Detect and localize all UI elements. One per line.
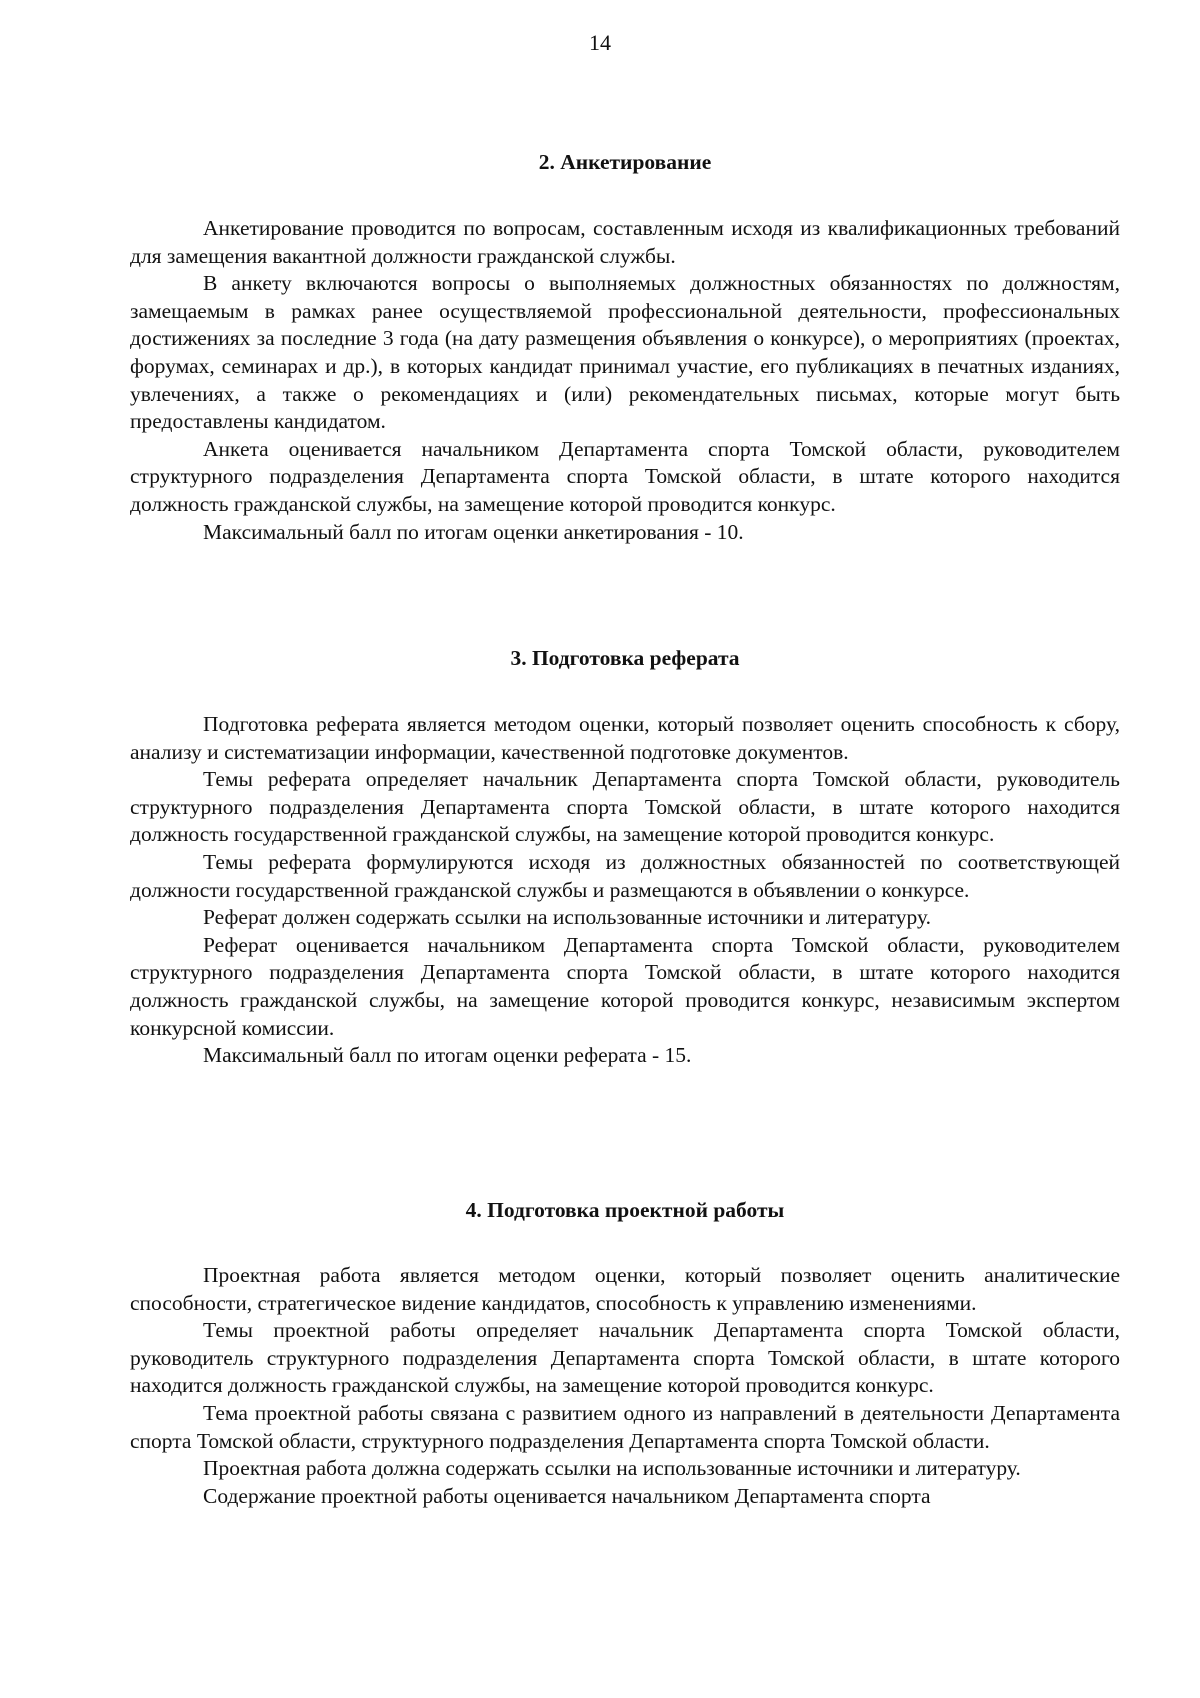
- paragraph: Проектная работа должна содержать ссылки на использованные источники и литературу.: [203, 1456, 1021, 1481]
- paragraph: Подготовка реферата является методом оценки, который позволяет оценить способность к сбору, анализу и систематизации информации, качественной подготовке документов.: [130, 712, 1120, 764]
- paragraph: Максимальный балл по итогам оценки анкетирования - 10.: [203, 519, 744, 544]
- paragraph: Максимальный балл по итогам оценки реферата - 15.: [203, 1043, 692, 1068]
- paragraph: Тема проектной работы связана с развитием одного из направлений в деятельности Департамента спорта Томской области, структурного подразделения Департамента спорта Томской области.: [130, 1400, 1120, 1453]
- paragraph: Содержание проектной работы оценивается начальником Департамента спорта: [203, 1483, 931, 1508]
- section-title-project-work: 4. Подготовка проектной работы: [465, 1198, 785, 1222]
- paragraph: Анкета оценивается начальником Департамента спорта Томской области, руководителем структурного подразделения Департамента спорта Томской области, в штате которого находится должность гражданской службы, на замещение которой проводится конкурс.: [130, 436, 1120, 516]
- paragraph: Реферат оценивается начальником Департамента спорта Томской области, руководителем структурного подразделения Департамента спорта Томской области, в штате которого находится должность гражданской службы, на замещение которой проводится конкурс, независимым экспертом конкурсной комиссии.: [130, 932, 1120, 1040]
- paragraph: В анкету включаются вопросы о выполняемых должностных обязанностях по должностям, замещаемым в рамках ранее осуществляемой профессиональной деятельности, профессиональных достижениях за последние 3 года (на дату размещения объявления о конкурсе), о мероприятиях (проектах, форумах, семинарах и др.), в которых кандидат принимал участие, его публикациях в печатных изданиях, увлечениях, а также о рекомендациях и (или) рекомендательных письмах, которые могут быть предоставлены кандидатом.: [130, 271, 1120, 434]
- paragraph: Анкетирование проводится по вопросам, составленным исходя из квалификационных требований для замещения вакантной должности гражданской службы.: [130, 216, 1120, 268]
- section-title-essay: 3. Подготовка реферата: [510, 646, 740, 670]
- paragraph: Проектная работа является методом оценки, который позволяет оценить аналитические способности, стратегическое видение кандидатов, способность к управлению изменениями.: [130, 1263, 1120, 1315]
- section-title-questionnaire: 2. Анкетирование: [538, 150, 712, 174]
- section-project-work: [130, 1262, 1120, 1510]
- paragraph: Темы реферата определяет начальник Департамента спорта Томской области, руководитель структурного подразделения Департамента спорта Томской области, в штате которого находится должность государственной гражданской службы, на замещение которой проводится конкурс.: [130, 767, 1120, 847]
- paragraph: Реферат должен содержать ссылки на использованные источники и литературу.: [203, 905, 931, 930]
- paragraph: Темы проектной работы определяет начальник Департамента спорта Томской области, руководитель структурного подразделения Департамента спорта Томской области, в штате которого находится должность гражданской службы, на замещение которой проводится конкурс.: [130, 1318, 1120, 1398]
- paragraph: Темы реферата формулируются исходя из должностных обязанностей по соответствующей должности государственной гражданской службы и размещаются в объявлении о конкурсе.: [130, 849, 1120, 902]
- section-essay: [130, 711, 1120, 1070]
- section-questionnaire: [130, 215, 1120, 546]
- page-number: 14: [589, 30, 611, 55]
